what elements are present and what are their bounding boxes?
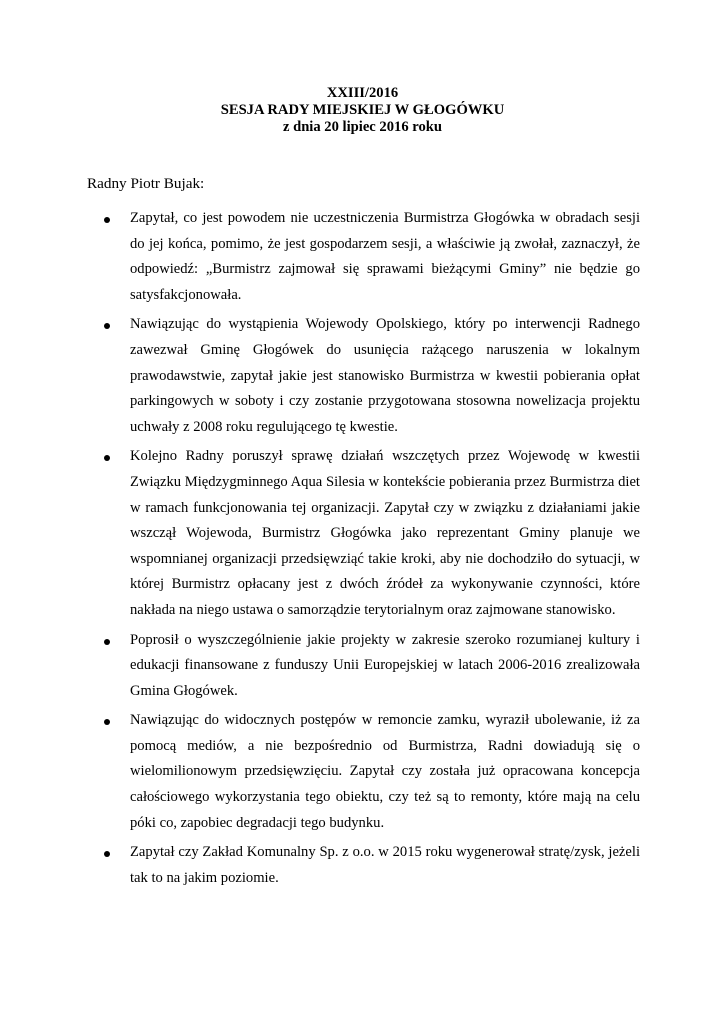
bullet-icon [104, 851, 110, 857]
session-title: SESJA RADY MIEJSKIEJ W GŁOGÓWKU [220, 102, 505, 118]
list-item-text: Nawiązując do widocznych postępów w remoncie zamku, wyraził ubolewanie, iż za pomocą mediów, a nie bezpośrednio od Burmistrza, Radni dowiadują się o wielomilionowym przedsięwzięciu. Zapytał czy została już opracowana koncepcja całościowego wykorzystania tego obiektu, czy też są to remonty, które mają na celu póki co, zapobiec degradacji tego budynku. [130, 712, 640, 831]
list-item-text: Poprosił o wyszczególnienie jakie projekty w zakresie szeroko rozumianej kultury i edukacji finansowane z funduszy Unii Europejskiej w latach 2006-2016 zrealizowała Gmina Głogówek. [130, 631, 640, 699]
document-header [0, 85, 725, 136]
bullet-icon [104, 719, 110, 725]
session-number: XXIII/2016 [326, 85, 399, 101]
list-item [0, 312, 725, 440]
list-item-text: Zapytał czy Zakład Komunalny Sp. z o.o. w 2015 roku wygenerował stratę/zysk, jeżeli tak to na jakim poziomie. [130, 844, 640, 886]
list-item [0, 444, 725, 623]
bullet-icon [104, 323, 110, 329]
list-item-text: Kolejno Radny poruszył sprawę działań wszczętych przez Wojewodę w kwestii Związku Międzygminnego Aqua Silesia w kontekście pobierania przez Burmistrza diet w ramach funkcjonowania tej organizacji. Zapytał czy w związku z działaniami jakie wszczął Wojewoda, Burmistrz Głogówka jako reprezentant Gminy planuje we wspomnianej organizacji przedsięwziąć takie kroki, aby nie dochodziło do sytuacji, w której Burmistrz opłacany jest z dwóch źródeł za wykonywanie czynności, które nakłada na niego ustawa o samorządzie terytorialnym oraz zajmowane stanowisko. [130, 448, 640, 618]
session-date: z dnia 20 lipiec 2016 roku [282, 119, 443, 135]
list-item [0, 840, 725, 891]
list-item [0, 628, 725, 705]
bullet-icon [104, 639, 110, 645]
list-item [0, 206, 725, 308]
bullet-icon [104, 455, 110, 461]
list-item [0, 708, 725, 836]
questions-list [0, 206, 725, 895]
speaker-name: Radny Piotr Bujak: [87, 175, 205, 192]
list-item-text: Nawiązując do wystąpienia Wojewody Opolskiego, który po interwencji Radnego zawezwał Gminę Głogówek do usunięcia rażącego naruszenia w lokalnym prawodawstwie, zapytał jakie jest stanowisko Burmistrza w kwestii pobierania opłat parkingowych w soboty i czy zostanie przygotowana stosowna nowelizacja projektu uchwały z 2008 roku regulującego tę kwestie. [130, 316, 640, 435]
list-item-text: Zapytał, co jest powodem nie uczestniczenia Burmistrza Głogówka w obradach sesji do jej końca, pomimo, że jest gospodarzem sesji, a właściwie ją zwołał, zaznaczył, że odpowiedź: „Burmistrz zajmował się sprawami bieżącymi Gminy” nie będzie go satysfakcjonowała. [130, 210, 640, 303]
bullet-icon [104, 217, 110, 223]
